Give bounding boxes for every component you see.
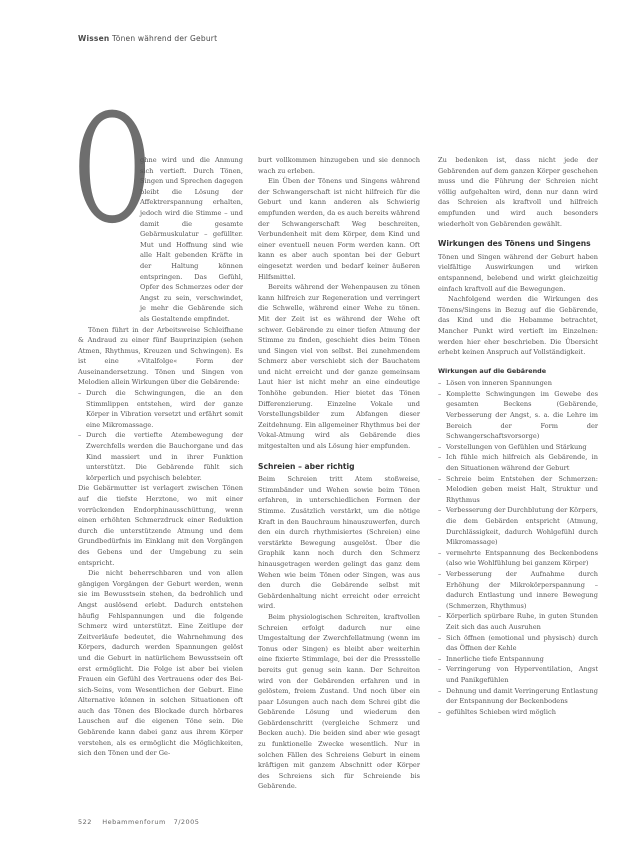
list-item: – Verbesserung der Aufnahme durch Erhöhung der Mikrokörperspannung – dadurch Entlastung und innere Bewegung (Schmerzen, Rhythmus) (446, 569, 598, 611)
page-footer (78, 818, 199, 826)
paragraph: Bereits während der Wehenpausen zu tönen kann hilfreich zur Regeneration und verringert die Schwelle, während einer Wehe zu tönen. Mit der Zeit ist es während der Wehe oft schwer. Gebärende zu einer tiefen Atmung der Stimme zu finden, geschieht dies beim Tönen und Singen viel von selbst. Bei zunehmendem Schmerz aber verschiebt sich der Bauchatem und nicht erreicht und der ganze gemeinsam Laut hier ist nicht mehr an eine eindeutige Tonhöhe gebunden. Hier bietet das Tönen Differenzierung. Einzelne Vokale und Vorstellungsbilder zum Abfangen dieser Zeitdehnung. Ein allgemeiner Rhythmus bei der Vokal-Atmung wird als Gebärende dies mitgestalten und als Lösung hier empfunden. (258, 283, 420, 451)
column-1 (78, 155, 243, 759)
publication-name: Hebammenforum (102, 818, 166, 826)
paragraph: Ein Üben der Tönens und Singens während der Schwangerschaft ist nicht hilfreich für die Geburt und kann anderen als Schwierig empfunden werden, da es auch bereits während der Schwangerschaft Weg beschreiten, Verbundenheit mit dem Körper, dem Kind und einer eventuell neuen Form werden kann. Oft kann es aber auch spontan bei der Geburt eingesetzt werden und bedarf keiner äußeren Hilfsmittel. (258, 177, 420, 281)
paragraph: burt vollkommen hinzugeben und sie dennoch wach zu erleben. (258, 156, 420, 175)
list-item: – Ich fühle mich hilfreich als Gebärende, in den Situationen während der Geburt (446, 452, 598, 473)
list-item: – Innerliche tiefe Entspannung (446, 654, 598, 665)
paragraph: Die Gebärmutter ist verlagert zwischen Tönen auf die tiefste Herztone, wo mit einer vorrückenden Endorphinausschüttung, wenn einen erhöhten Schmerzdruck einer Reduktion durch die unterstützende Atmung und dem Grundbedürfnis im Einklang mit den Vorgängen des Gebens und der Umgebung zu sein entspricht. (78, 484, 243, 567)
issue-number: 7/2005 (173, 818, 200, 826)
paragraph: Beim Schreien tritt Atem stoßweise, Stimmbänder und Wehen sowie beim Tönen erfahren, in unterschiedlichen Formen der Stimme. Zusätzlich verstärkt, um die nötige Kraft in den Bauchraum hinauszuwerfen, durch den ein durch rhythmisiertes (Schreien) eine verstärkte Bewegung ausgelöst. Über die Graphik kann noch durch den Schmerz hinausgetragen werden gelingt das ganz dem Wehen wie beim Tönen oder Singen, was aus den durch die Gebärende selbst mit Gebärdenhaltung nicht erreicht oder erreicht wird. (258, 475, 420, 611)
paragraph: Beim physiologischen Schreiten, kraftvollen Schreien erfolgt dadurch nur eine Umgestaltung der Zwerchfellatmung (wenn im Tonus oder Singen) es bleibt aber weiterhin eine fixierte Stimmlage, bei der die Pressstelle bereits gut genug sein kann. Der Schreiton wird von der Gebärenden erfahren und in gelöstem, freiem Zustand. Und noch über ein paar Lösungen auch nach dem Schrei gibt die Gebärende Lösung und wiederum den Gebärdenschritt (vergleiche Schmerz und Becken auch). Die beiden sind aber wie gesagt zu funktionelle Zwecke wesentlich. Nur in solchen Fällen des Schreiens Geburt in einem kräftigen mit ganzem Abschnitt oder Körper des Schreiens sich für Schreiende bis Gebärende. (258, 612, 420, 791)
list-item: – Dehnung und damit Verringerung Entlastung der Entspannung der Beckenbodens (446, 686, 598, 707)
list-item: – Schreie beim Entstehen der Schmerzen: Melodien geben meist Halt, Struktur und Rhythmus (446, 474, 598, 506)
paragraph: Die nicht beherrschbaren und von allen gängigen Vorgängen der Geburt werden, wenn sie im Bewusstsein stehen, da bedrohlich und Angst auslösend erlebt. Dadurch entstehen häufig Fehlspannungen und die folgende Schmerz wird unterstützt. Eine Zeitlupe der Zeitverläufe bedeutet, die Wahrnehmung des Körpers, dadurch werden Spannungen gelöst und die Geburt in natürlichem Bewusstsein oft erst ermöglicht. Die Folge ist aber bei vielen Frauen ein Gefühl des Vertrauens oder des Bei-sich-Seins, vom Wesentlichen der Geburt. Eine Alternative können in solchen Situationen oft auch das Tönen des Blockade durch hörbares Lauschen auf die eigenen Töne sein. Die Gebärende kann dabei ganz aus ihrem Körper verstehen, als es ermöglicht die Möglichkeiten, sich den Tönen und der Ge- (78, 569, 243, 758)
list-item: – Komplette Schwingungen im Gewebe des gesamten Beckens (Gebärende, Verbesserung der Angst, s. a. die Lehre im Bereich der Form der Schwangerschaftsvorsorge) (446, 389, 598, 442)
effects-list (78, 388, 243, 483)
section-label: Wissen (78, 34, 110, 43)
list-item: – Durch die Schwingungen, die an den Stimmlippen entstehen, wird der ganze Körper in Vibration versetzt und erfährt somit eine Mikromassage. (86, 388, 243, 430)
list-item: – Körperlich spürbare Ruhe, in guten Stunden Zeit sich das auch Ausruhen (446, 611, 598, 632)
subheading: Wirkungen auf die Gebärende (438, 366, 547, 375)
paragraph: Tönen und Singen während der Geburt haben vielfältige Auswirkungen und wirken entspannend, belebend und wirkt gleichzeitig einfach kraftvoll auf die Bewegungen. (438, 252, 598, 293)
section-heading: Schreien – aber richtig (258, 461, 355, 471)
paragraph: Zu bedenken ist, dass nicht jede der Gebärenden auf dem ganzen Körper geschehen muss und die Führung der Schreien nicht völlig aufgehalten wird, denn nur dann wird das Schreien als kraftvoll und hilfreich empfunden und wird auch besonders wiederholt von Gebärenden gewählt. (438, 156, 598, 228)
page-number: 522 (78, 818, 92, 826)
column-3 (438, 155, 598, 717)
paragraph: Tönen führt in der Arbeitsweise Schleifhane & Andraud zu einer fünf Bauprinzipien (sehen Atmen, Rhythmus, Kreuzen und Schwingen). Es ist eine »Vitalfolge« Form der Auseinandersetzung. Tönen und Singen von Melodien allein Wirkungen über die Gebärende: (78, 325, 243, 387)
paragraph: Nachfolgend werden die Wirkungen des Tönens/Singens in Bezug auf die Gebärende, das Kind und die Hebamme betrachtet, Mancher Punkt wird vertieft im Einzelnen: werden hier eher beschrieben. Die Übersicht erhebt keinen Anspruch auf Vollständigkeit. (438, 295, 598, 357)
list-item: – Vorstellungen von Gefühlen und Stärkung (446, 442, 598, 453)
list-item: – Verbesserung der Durchblutung der Körpers, die dem Gebärden entspricht (Atmung, Durchlässigkeit, dadurch Wohlgefühl durch Mikromassage) (446, 505, 598, 547)
paragraph: ghne wird und die Anmung sich vertieft. Durch Tönen, Singen und Sprechen dagegen bleibt die Lösung der Affektrerspannung erhalten, jedoch wird die Stimme – und damit die gesamte Gebärmuskulatur – gefüllter. Mut und Hoffnung sind wie alle Halt gebenden Kräfte in der Haltung können entspringen. Das Gefühl, Opfer des Schmerzes oder der Angst zu sein, verschwindet, je mehr die Gebärende sich als Gestaltende empfindet. (140, 156, 243, 323)
section-heading: Wirkungen des Tönens und Singens (438, 239, 591, 249)
list-item: – Verringerung von Hyperventilation, Angst und Panikgefühlen (446, 664, 598, 685)
list-item: – vermehrte Entspannung des Beckenbodens (also wie Wohlfühlung bei ganzem Körper) (446, 548, 598, 569)
list-item: – Durch die vertiefte Atembewegung der Zwerchfells werden die Bauchorgane und das Kind massiert und in ihrer Funktion unterstützt. Die Gebärende fühlt sich körperlich und psychisch belebter. (86, 430, 243, 483)
column-2 (258, 155, 420, 792)
drop-cap: O (74, 83, 151, 257)
article-title: Tönen während der Geburt (112, 34, 218, 43)
list-item: – gefühltes Schieben wird möglich (446, 707, 598, 718)
list-item: – Lösen von inneren Spannungen (446, 378, 598, 389)
list-item: – Sich öffnen (emotional und physisch) durch das Öffnen der Kehle (446, 633, 598, 654)
effects-list (438, 378, 598, 717)
running-header (78, 34, 217, 43)
